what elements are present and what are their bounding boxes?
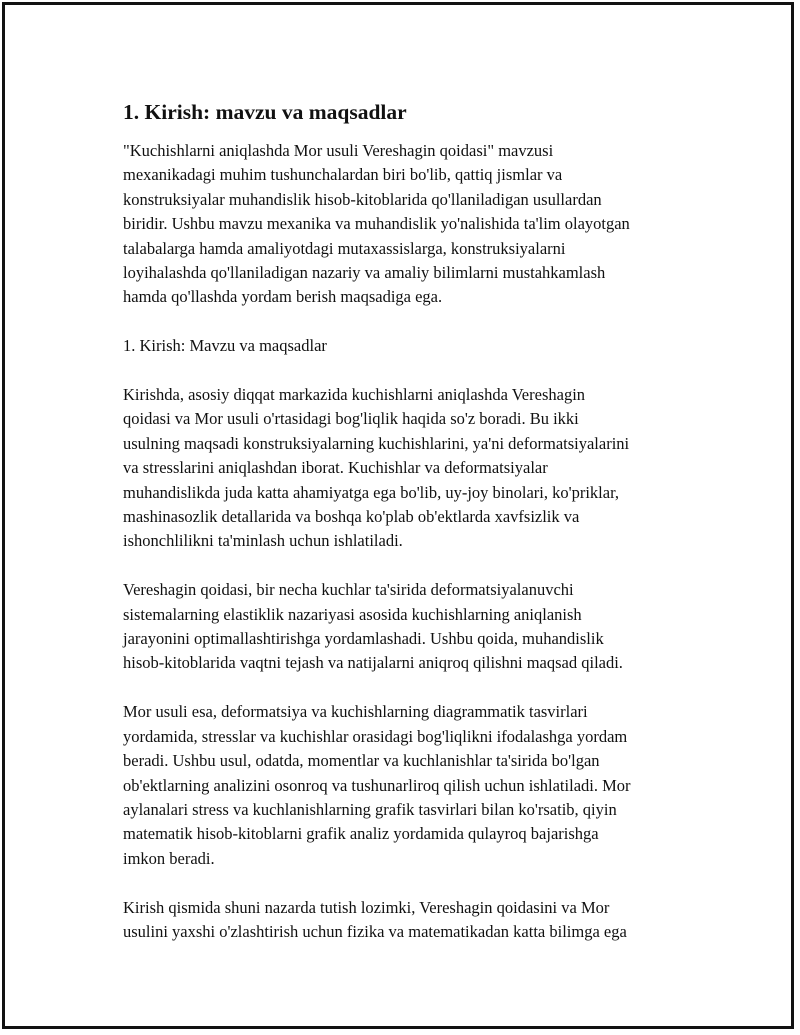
paragraph-subheading xyxy=(123,334,703,358)
text-line: beradi. Ushbu usul, odatda, momentlar va kuchlanishlar ta'sirida bo'lgan xyxy=(123,751,600,771)
text-line: biridir. Ushbu mavzu mexanika va muhandislik yo'nalishida ta'lim olayotgan xyxy=(123,214,630,234)
text-line: qoidasi va Mor usuli o'rtasidagi bog'liqlik haqida so'z boradi. Bu ikki xyxy=(123,409,579,429)
paragraph-intro xyxy=(123,139,703,310)
text-line: usulini yaxshi o'zlashtirish uchun fizika va matematikadan katta bilimga ega xyxy=(123,921,627,941)
text-line: loyihalashda qo'llaniladigan nazariy va amaliy bilimlarni mustahkamlash xyxy=(123,263,606,283)
text-line: talabalarga hamda amaliyotdagi mutaxassislarga, konstruksiyalarni xyxy=(123,238,566,258)
text-line: hisob-kitoblarida vaqtni tejash va natijalarni aniqroq qilishni maqsad qiladi. xyxy=(123,653,623,673)
text-line: muhandislikda juda katta ahamiyatga ega bo'lib, uy-joy binolari, ko'priklar, xyxy=(123,482,620,502)
text-line: mexanikadagi muhim tushunchalardan biri bo'lib, qattiq jismlar va xyxy=(123,165,563,185)
paragraph-vereshagin xyxy=(123,578,703,676)
text-line: "Kuchishlarni aniqlashda Mor usuli Vereshagin qoidasi" mavzusi xyxy=(123,141,554,160)
text-line: sistemalarning elastiklik nazariyasi asosida kuchishlarning aniqlanish xyxy=(123,604,582,624)
text-line: va stresslarini aniqlashdan iborat. Kuchishlar va deformatsiyalar xyxy=(123,458,548,478)
text-line: jarayonini optimallashtirishga yordamlashadi. Ushbu qoida, muhandislik xyxy=(123,629,604,649)
paragraph-mohr xyxy=(123,700,703,871)
paragraph-closing xyxy=(123,896,703,945)
document-body xyxy=(123,98,703,969)
text-line: ob'ektlarning analizini osonroq va tushunarliroq qilish uchun ishlatiladi. Mor xyxy=(123,775,631,795)
text-line: Kirish qismida shuni nazarda tutish lozimki, Vereshagin qoidasini va Mor xyxy=(123,897,610,917)
text-line: Kirishda, asosiy diqqat markazida kuchishlarni aniqlashda Vereshagin xyxy=(123,385,586,405)
text-line: yordamida, stresslar va kuchishlar orasidagi bog'liqlikni ifodalashga yordam xyxy=(123,726,628,746)
text-line: ishonchlilikni ta'minlash uchun ishlatiladi. xyxy=(123,531,403,551)
text-line: usulning maqsadi konstruksiyalarning kuchishlarini, ya'ni deformatsiyalarini xyxy=(123,433,630,453)
text-line: hamda qo'llashda yordam berish maqsadiga ega. xyxy=(123,287,443,307)
text-line: matematik hisob-kitoblarni grafik analiz yordamida qulayroq bajarishga xyxy=(123,824,599,844)
text-line: konstruksiyalar muhandislik hisob-kitoblarida qo'llaniladigan usullardan xyxy=(123,189,602,209)
text-line: mashinasozlik detallarida va boshqa ko'plab ob'ektlarda xavfsizlik va xyxy=(123,507,580,527)
text-line: Mor usuli esa, deformatsiya va kuchishlarning diagrammatik tasvirlari xyxy=(123,702,588,722)
page-frame xyxy=(2,2,794,1029)
paragraph-focus xyxy=(123,383,703,554)
text-line: 1. Kirish: Mavzu va maqsadlar xyxy=(123,336,327,356)
text-line: aylanalari stress va kuchlanishlarning grafik tasvirlari bilan ko'rsatib, qiyin xyxy=(123,799,617,819)
text-line: imkon beradi. xyxy=(123,848,215,868)
text-line: Vereshagin qoidasi, bir necha kuchlar ta'sirida deformatsiyalanuvchi xyxy=(123,580,574,600)
section-heading: 1. Kirish: mavzu va maqsadlar xyxy=(123,100,407,124)
